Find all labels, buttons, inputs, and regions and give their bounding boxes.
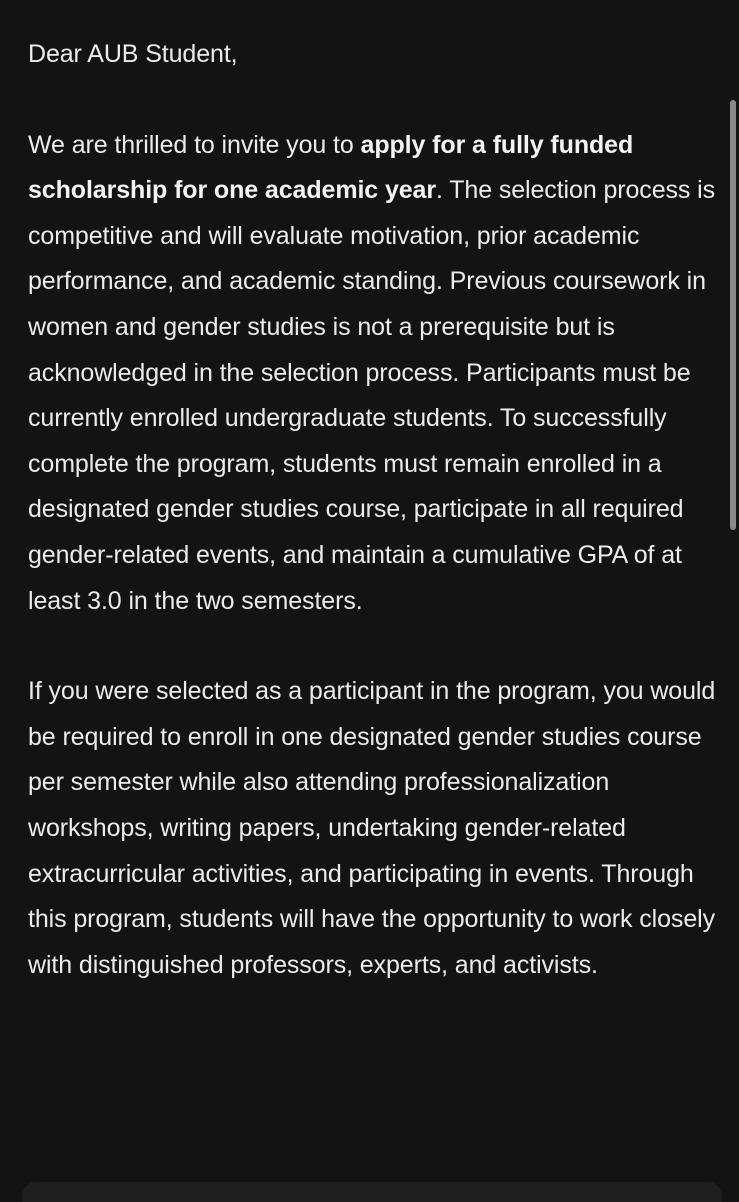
email-paragraph-program: If you were selected as a participant in the program, you would be required to enroll in one designated gender studies course per semester while also attending professionalization workshops, writing papers, undertaking gender-related extracurricular activities, and participating in events. Through this program, students will have the opportunity to work closely with distinguished professors, experts, and activists. — [28, 677, 716, 979]
vertical-scrollbar[interactable] — [730, 100, 736, 530]
email-paragraph-invitation — [28, 123, 718, 625]
email-greeting: Dear AUB Student, — [28, 40, 238, 68]
email-body — [28, 32, 718, 1033]
invitation-details-text: . The selection process is competitive and will evaluate motivation, prior academic performance, and academic standing. Previous coursework in women and gender studies is not a prerequisite but is acknowledged in the selection process. Participants must be currently enrolled undergraduate students. To successfully complete the program, students must remain enrolled in a designated gender studies course, participate in all required gender-related events, and maintain a cumulative GPA of at least 3.0 in the two semesters. — [28, 176, 716, 615]
invitation-intro-text: We are thrilled to invite you to — [28, 130, 361, 159]
bottom-panel-edge — [22, 1182, 722, 1202]
invitation-emphasis-text: apply for a fully funded scholarship for one academic year — [28, 130, 634, 205]
